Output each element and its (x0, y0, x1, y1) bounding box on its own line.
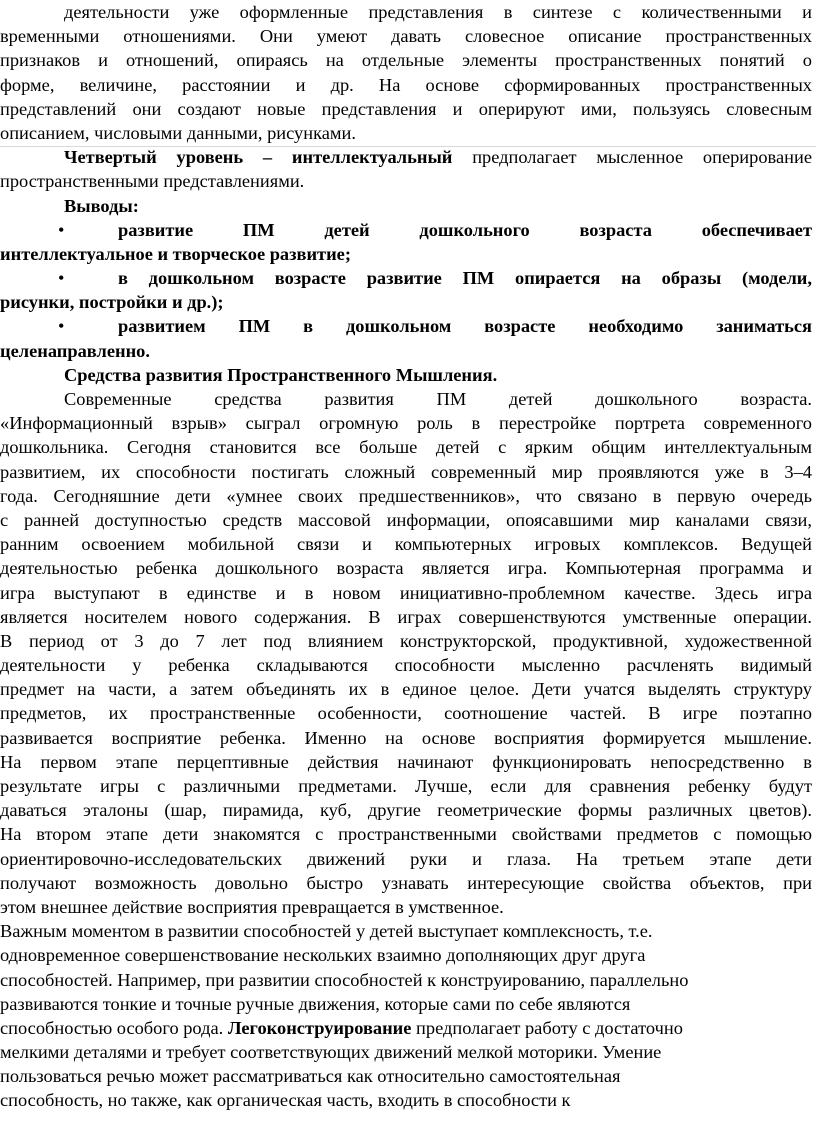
text-line: На первом этапе перцептивные действия начинают функционировать непосредственно в (0, 751, 812, 772)
text-line (0, 1016, 812, 1040)
text-line (0, 314, 812, 338)
text-line: целенаправленно. (0, 340, 150, 361)
text-line: даваться эталоны (шар, пирамида, куб, другие геометрические формы различных цветов). (0, 800, 812, 821)
text-line (0, 218, 812, 242)
text-line: является носителем нового содержания. В играх совершенствуются умственные операции. (0, 606, 812, 627)
paragraph-main (0, 387, 812, 919)
bullet-text: в дошкольном возрасте развитие ПМ опирается на образы (модели, (118, 268, 812, 289)
text-line: ориентировочно-исследовательских движений руки и глаза. На третьем этапе дети (0, 848, 812, 869)
text-line: пользоваться речью может рассматриваться как относительно самостоятельная (0, 1066, 621, 1087)
text-fragment: предполагает работу с достаточно (411, 1017, 683, 1038)
text-line (0, 266, 812, 290)
text-line: получают возможность довольно быстро узнавать интересующие свойства объектов, при (0, 872, 812, 893)
text-line: признаков и отношений, опираясь на отдельные элементы пространственных понятий о (0, 50, 812, 71)
text-line: развитием, их способности постигать сложный современный мир проявляются уже в 3–4 (0, 461, 812, 482)
lego-term: Легоконструирование (227, 1017, 412, 1038)
text-line: деятельности у ребенка складываются способности мысленно расчленять видимый (0, 655, 812, 676)
text-line: этом внешнее действие восприятия превращается в умственное. (0, 896, 504, 917)
text-line: результате игры с различными предметами. Лучше, если для сравнения ребенку будут (0, 776, 812, 796)
list-item (0, 266, 812, 314)
divider (0, 146, 816, 147)
paragraph-level4 (0, 145, 812, 193)
bullet-icon: • (58, 219, 65, 240)
paragraph-last (0, 919, 812, 1113)
text-line: предмет на части, а затем объединять их в единое целое. Дети учатся выделять структуру (0, 679, 812, 700)
text-line (0, 145, 812, 169)
text-line: способностей. Например, при развитии способностей к конструированию, параллельно (0, 969, 689, 990)
text-line: развивается восприятие ребенка. Именно на основе восприятия формируется мышление. (0, 727, 812, 748)
text-line: «Информационный взрыв» сыграл огромную роль в перестройке портрета современного (0, 413, 812, 434)
text-line: ранним освоением мобильной связи и компьютерных игровых комплексов. Ведущей (0, 534, 812, 555)
list-item (0, 314, 812, 362)
level4-text: предполагает мысленное оперирование (452, 147, 812, 168)
text-line: года. Сегодняшние дети «умнее своих предшественников», что связано в первую очередь (0, 485, 812, 506)
text-fragment: способностью особого рода. (0, 1017, 228, 1038)
text-line: интеллектуальное и творческое развитие; (0, 243, 351, 264)
conclusions-list (0, 218, 812, 363)
text-line: мелкими деталями и требует соответствующих движений мелкой моторики. Умение (0, 1042, 662, 1063)
text-line: деятельностью ребенка дошкольного возраста является игра. Компьютерная программа и (0, 558, 812, 579)
text-line: рисунки, постройки и др.); (0, 292, 224, 313)
text-line: деятельности уже оформленные представления в синтезе с количественными и (64, 2, 812, 22)
bullet-text: развитием ПМ в дошкольном возрасте необходимо заниматься (118, 316, 812, 337)
text-line: предметов, их пространственные особенности, соотношение частей. В игре поэтапно (0, 703, 812, 724)
text-line: На втором этапе дети знакомятся с пространственными свойствами предметов с помощью (0, 824, 812, 845)
text-line: Важным моментом в развитии способностей у детей выступает комплексность, т.е. (0, 921, 653, 942)
text-line: форме, величине, расстоянии и др. На основе сформированных пространственных (0, 74, 812, 95)
text-line: пространственными представлениями. (0, 171, 305, 192)
text-line: дошкольника. Сегодня становится все больше детей с ярким общим интеллектуальным (0, 437, 812, 458)
text-line: с ранней доступностью средств массовой информации, опоясавшими мир каналами связи, (0, 509, 812, 530)
bullet-icon: • (58, 316, 65, 337)
text-line: В период от 3 до 7 лет под влиянием конструкторской, продуктивной, художественной (0, 630, 812, 651)
text-line: представлений они создают новые представления и оперируют ими, пользуясь словесным (0, 98, 812, 119)
text-line: развиваются тонкие и точные ручные движения, которые сами по себе являются (0, 993, 631, 1014)
paragraph-top (0, 0, 812, 145)
level4-title: Четвертый уровень – интеллектуальный (64, 147, 453, 168)
bullet-text: развитие ПМ детей дошкольного возраста обеспечивает (118, 219, 812, 240)
text-line: временными отношениями. Они умеют давать словесное описание пространственных (0, 26, 812, 47)
text-line: Современные средства развития ПМ детей дошкольного возраста. (64, 389, 812, 409)
text-line: игра выступают в единстве и в новом инициативно-проблемном качестве. Здесь игра (0, 582, 812, 603)
text-line: описанием, числовыми данными, рисунками. (0, 122, 356, 143)
list-item (0, 218, 812, 266)
conclusions-heading: Выводы: (64, 195, 139, 216)
text-line: одновременное совершенствование нескольких взаимно дополняющих друг друга (0, 945, 646, 966)
bullet-icon: • (58, 268, 65, 289)
text-line: способность, но также, как органическая часть, входить в способности к (0, 1090, 571, 1111)
section-heading: Средства развития Пространственного Мышления. (64, 364, 498, 385)
